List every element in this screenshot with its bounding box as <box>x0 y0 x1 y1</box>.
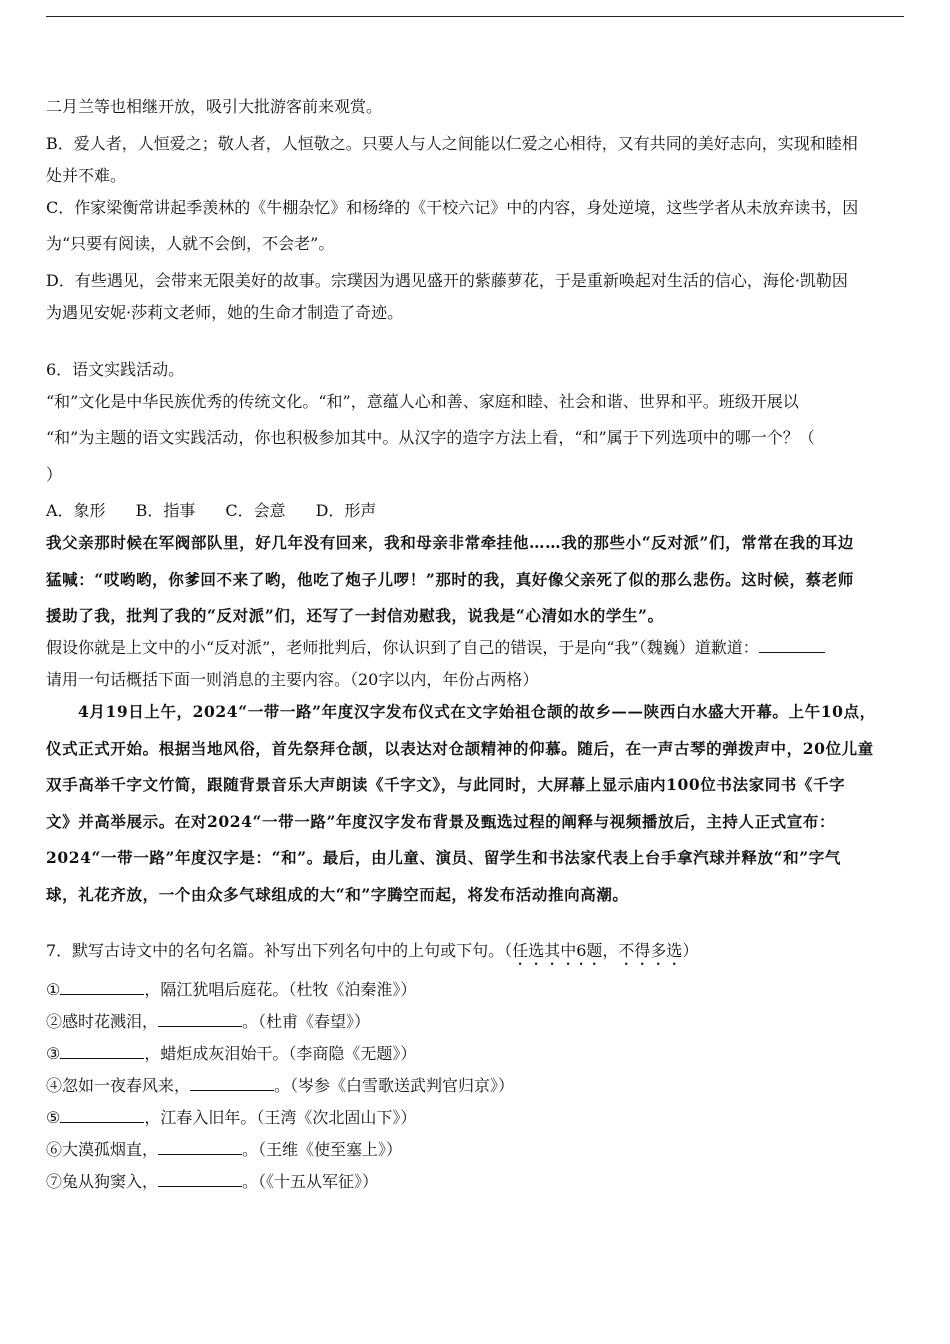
answer-blank[interactable] <box>60 1108 144 1123</box>
q7-title <box>46 940 904 969</box>
q6-intro-line: “和”为主题的语文实践活动，你也积极参加其中。从汉字的造字方法上看，“和”属于下列选项中的哪一个？（ <box>46 428 815 447</box>
q5-option-b-line: B．爱人者，人恒爱之；敬人者，人恒敬之。只要人与人之间能以仁爱之心相待，又有共同的美好志向，实现和睦相 <box>46 133 858 153</box>
item-number: ② <box>46 1011 63 1031</box>
answer-blank[interactable] <box>759 638 825 653</box>
q6-news <box>46 701 904 906</box>
apology-text: 假设你就是上文中的小“反对派”，老师批判后，你认识到了自己的错误，于是向“我”（魏巍）道歉道： <box>46 638 759 657</box>
q6-intro-line: ） <box>46 464 63 484</box>
question-6 <box>46 359 904 906</box>
passage-line: 我父亲那时候在军阀部队里，好几年没有回来，我和母亲非常牵挂他……我的那些小“反对派”们，常常在我的耳边 <box>46 533 854 552</box>
q7-title-text: ） <box>682 940 699 960</box>
item-text: ，蜡炬成灰泪始干。（李商隐《无题》） <box>144 1043 417 1063</box>
q5-option-c-line: 为“只要有阅读，人就不会倒，不会老”。 <box>46 234 335 253</box>
item-number: ⑦ <box>46 1171 63 1191</box>
q6-passage <box>46 532 904 627</box>
news-line: 球，礼花齐放，一个由众多气球组成的大“和”字腾空而起，将发布活动推向高潮。 <box>46 884 629 904</box>
choice-a: A．象形 <box>46 501 106 520</box>
q5-option-a-tail: 二月兰等也相继开放，吸引大批游客前来观赏。 <box>46 97 383 116</box>
answer-blank[interactable] <box>158 1140 242 1155</box>
q7-title-text: ， <box>602 940 619 960</box>
q5-option-d-line: D．有些遇见，会带来无限美好的故事。宗璞因为遇见盛开的紫藤萝花，于是重新唤起对生活的信心，海伦·凯勒因 <box>46 270 848 290</box>
item-number: ⑤ <box>46 1107 61 1127</box>
q5-option-d-line: 为遇见安妮·莎莉文老师，她的生命才制造了奇迹。 <box>46 302 404 322</box>
exam-page <box>46 96 904 1193</box>
q6-summary-prompt: 请用一句话概括下面一则消息的主要内容。（20字以内，年份占两格） <box>46 670 539 689</box>
q7-item-1 <box>46 979 904 1001</box>
item-text: 兔从狗窦入， <box>62 1171 159 1191</box>
answer-blank[interactable] <box>60 1044 144 1059</box>
q7-item-5 <box>46 1107 904 1129</box>
item-number: ④ <box>46 1075 63 1095</box>
q6-intro-line: “和”文化是中华民族优秀的传统文化。“和”，意蕴人心和善、家庭和睦、社会和谐、世界和平。班级开展以 <box>46 391 799 411</box>
news-line: 双手高举千字文竹简，跟随背景音乐大声朗读《千字文》，与此同时，大屏幕上显示庙内100位书法家同书《千字 <box>46 775 846 794</box>
choice-d: D．形声 <box>315 501 377 520</box>
answer-blank[interactable] <box>158 1012 242 1027</box>
q5-option-c-line: C．作家梁衡常讲起季羡林的《牛棚杂忆》和杨绛的《干校六记》中的内容，身处逆境，这些学者从未放弃读书，因 <box>46 197 859 217</box>
q7-item-2 <box>46 1011 904 1033</box>
q5-option-b-line: 处并不难。 <box>46 165 127 185</box>
passage-line: 猛喊：“哎哟哟，你爹回不来了哟，他吃了炮子儿啰！”那时的我，真好像父亲死了似的那么悲伤。这时候，蔡老师 <box>46 569 854 589</box>
q7-item-7 <box>46 1171 904 1193</box>
q6-title: 6．语文实践活动。 <box>46 359 185 379</box>
q5-option-c <box>46 197 904 256</box>
answer-blank[interactable] <box>158 1172 242 1187</box>
question-7 <box>46 940 904 1193</box>
item-number: ① <box>46 979 61 999</box>
item-text: ，江春入旧年。（王湾《次北固山下》） <box>144 1107 417 1127</box>
item-text: 大漠孤烟直， <box>62 1139 159 1159</box>
question-5-options <box>46 96 904 324</box>
q7-emphasis: 任选其中6题 <box>512 940 603 960</box>
choice-b: B．指事 <box>135 501 196 520</box>
item-text: 。（杜甫《春望》） <box>242 1011 371 1031</box>
q5-option-b <box>46 133 904 187</box>
item-text: 感时花溅泪， <box>62 1011 159 1031</box>
item-text: 。（《十五从军征》） <box>242 1171 379 1191</box>
q5-option-d <box>46 270 904 324</box>
news-line: 仪式正式开始。根据当地风俗，首先祭拜仓颉，以表达对仓颉精神的仰慕。随后，在一声古琴的弹拨声中，20位儿童 <box>46 738 874 758</box>
item-text: ，隔江犹唱后庭花。（杜牧《泊秦淮》） <box>144 979 417 999</box>
passage-line: 援助了我，批判了我的“反对派”们，还写了一封信劝慰我，说我是“心清如水的学生”。 <box>46 606 664 625</box>
news-line: 4月19日上午，2024“一带一路”年度汉字发布仪式在文字始祖仓颉的故乡——陕西白水盛大开幕。上午10点， <box>78 702 876 721</box>
q7-emphasis: 不得多选 <box>618 940 683 960</box>
q7-item-4 <box>46 1075 904 1097</box>
answer-blank[interactable] <box>190 1076 274 1091</box>
item-text: 。（王维《使至塞上》） <box>242 1139 403 1159</box>
item-text: 忽如一夜春风来， <box>62 1075 191 1095</box>
q6-apology-prompt <box>46 637 904 659</box>
item-number: ③ <box>46 1043 61 1063</box>
item-text: 。（岑参《白雪歌送武判官归京》） <box>274 1075 515 1095</box>
q7-item-3 <box>46 1043 904 1065</box>
q7-item-6 <box>46 1139 904 1161</box>
item-number: ⑥ <box>46 1139 63 1159</box>
answer-blank[interactable] <box>60 980 144 995</box>
news-line: 文》并高举展示。在对2024“一带一路”年度汉字发布背景及甄选过程的阐释与视频播放后，主持人正式宣布： <box>46 811 836 831</box>
q7-title-text: 7．默写古诗文中的名句名篇。补写出下列名句中的上句或下句。（ <box>46 940 513 960</box>
header-rule <box>46 16 904 17</box>
choice-c: C．会意 <box>225 501 286 520</box>
news-line: 2024“一带一路”年度汉字是：“和”。最后，由儿童、演员、留学生和书法家代表上台手拿汽球并释放“和”字气 <box>46 848 841 867</box>
q6-choices <box>46 500 904 522</box>
